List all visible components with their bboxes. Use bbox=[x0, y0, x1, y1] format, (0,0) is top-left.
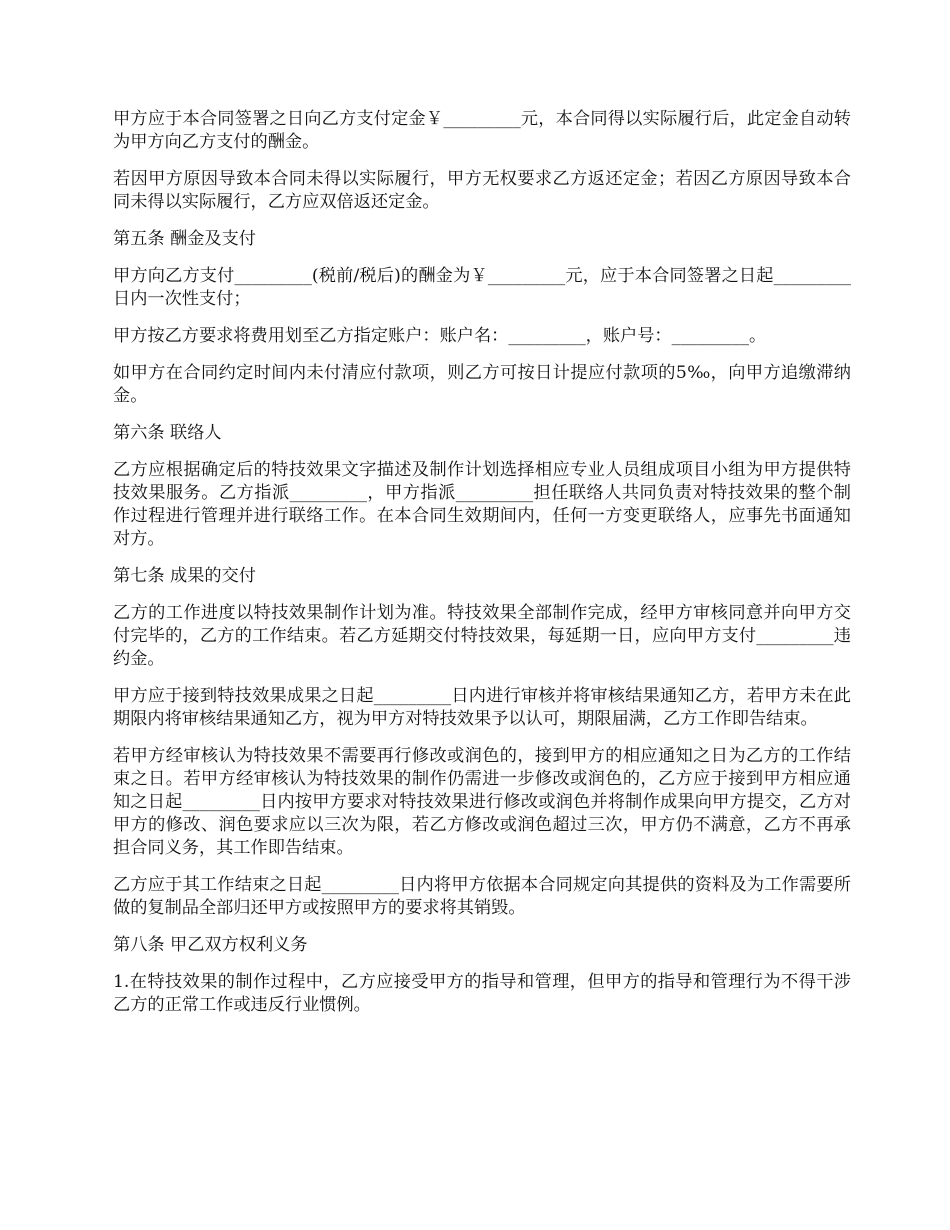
paragraph-deposit-refund: 若因甲方原因导致本合同未得以实际履行，甲方无权要求乙方返还定金；若因乙方原因导致本合同未得以实际履行，乙方应双倍返还定金。 bbox=[113, 169, 851, 212]
paragraph-remuneration: 甲方向乙方支付_________(税前/税后)的酬金为￥_________元，应于本合同签署之日起_________日内一次性支付； bbox=[113, 266, 851, 309]
contract-page bbox=[113, 108, 851, 1031]
paragraph-deposit: 甲方应于本合同签署之日向乙方支付定金￥_________元，本合同得以实际履行后，此定金自动转为甲方向乙方支付的酬金。 bbox=[113, 109, 851, 152]
paragraph-contact-person: 乙方应根据确定后的特技效果文字描述及制作计划选择相应专业人员组成项目小组为甲方提供特技效果服务。乙方指派_________，甲方指派_________担任联络人共同负责对特技效果的整个制作过程进行管理并进行联络工作。在本合同生效期间内，任何一方变更联络人，应事先书面通知对方。 bbox=[113, 460, 851, 549]
paragraph-revisions: 若甲方经审核认为特技效果不需要再行修改或润色的，接到甲方的相应通知之日为乙方的工作结束之日。若甲方经审核认为特技效果的制作仍需进一步修改或润色的，乙方应于接到甲方相应通知之日起_________日内按甲方要求对特技效果进行修改或润色并将制作成果向甲方提交，乙方对甲方的修改、润色要求应以三次为限，若乙方修改或润色超过三次，甲方仍不满意，乙方不再承担合同义务，其工作即告结束。 bbox=[113, 746, 851, 858]
paragraph-rights-1: 1.在特技效果的制作过程中，乙方应接受甲方的指导和管理，但甲方的指导和管理行为不得干涉乙方的正常工作或违反行业惯例。 bbox=[113, 972, 851, 1015]
paragraph-return-materials: 乙方应于其工作结束之日起_________日内将甲方依据本合同规定向其提供的资料及为工作需要所做的复制品全部归还甲方或按照甲方的要求将其销毁。 bbox=[113, 875, 851, 918]
paragraph-review-period: 甲方应于接到特技效果成果之日起_________日内进行审核并将审核结果通知乙方，若甲方未在此期限内将审核结果通知乙方，视为甲方对特技效果予以认可，期限届满，乙方工作即告结束。 bbox=[113, 686, 851, 729]
section-heading-article-8: 第八条 甲乙双方权利义务 bbox=[113, 935, 308, 955]
paragraph-late-fee: 如甲方在合同约定时间内未付清应付款项，则乙方可按日计提应付款项的5‰，向甲方追缴滞纳金。 bbox=[113, 363, 851, 406]
section-heading-article-5: 第五条 酬金及支付 bbox=[113, 229, 256, 249]
section-heading-article-7: 第七条 成果的交付 bbox=[113, 566, 256, 586]
paragraph-delivery-schedule: 乙方的工作进度以特技效果制作计划为准。特技效果全部制作完成，经甲方审核同意并向甲方交付完毕的，乙方的工作结束。若乙方延期交付特技效果，每延期一日，应向甲方支付_________违约金。 bbox=[113, 603, 851, 669]
section-heading-article-6: 第六条 联络人 bbox=[113, 423, 222, 443]
paragraph-account: 甲方按乙方要求将费用划至乙方指定账户：账户名：_________，账户号：_________。 bbox=[113, 326, 767, 346]
